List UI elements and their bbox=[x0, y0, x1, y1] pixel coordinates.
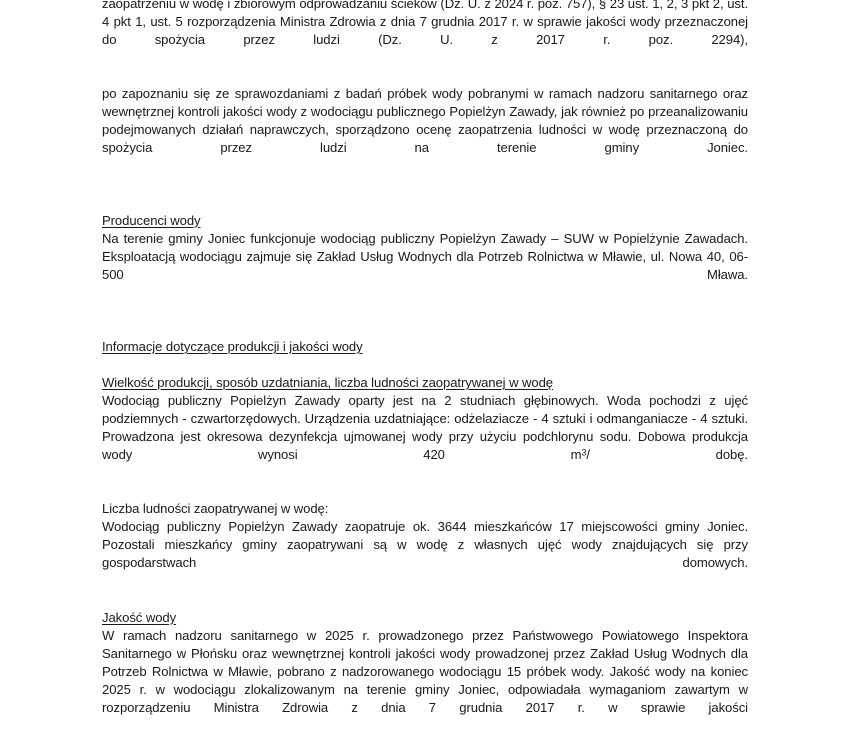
production-body-text-part2: / dobę. bbox=[586, 447, 748, 463]
paragraph-spacer bbox=[102, 591, 748, 609]
section-heading-production bbox=[102, 374, 748, 392]
cubic-metre-superscript: 3 bbox=[581, 447, 587, 458]
paragraph-assessment-intro: po zapoznaniu się ze sprawozdaniami z badań próbek wody pobranymi w ramach nadzoru sanitarnego oraz wewnętrznej kontroli jakości wody z wodociągu publicznego Popielżyn Zawady, jak również po przeanalizowaniu podejmowanych działań naprawczych, sporządzono ocenę zaopatrzenia ludności w wodę przeznaczoną do spożycia przez ludzi na terenie gminy Joniec. bbox=[102, 86, 748, 156]
paragraph-production-body bbox=[102, 392, 748, 482]
paragraph-water-quality-body: W ramach nadzoru sanitarnego w 2025 r. prowadzonego przez Państwowego Powiatowego Inspektora Sanitarnego w Płońsku oraz wewnętrznej kontroli jakości wody prowadzonej przez Zakład Usług Wodnych dla Potrzeb Rolnictwa w Mławie, pobrano z nadzorowanego wodociągu 15 próbek wody. Jakość wody na koniec 2025 r. w wodociągu zlokalizowanym na terenie gminy Joniec, odpowiadała wymaganiom zawartym w rozporządzeniu Ministra Zdrowia z dnia 7 grudnia 2017 r. w sprawie jakości bbox=[102, 627, 748, 715]
paragraph-spacer bbox=[102, 175, 748, 193]
paragraph-spacer bbox=[102, 482, 748, 500]
paragraph-spacer bbox=[102, 320, 748, 338]
paragraph-spacer bbox=[102, 67, 748, 85]
section-heading-info bbox=[102, 338, 748, 356]
production-body-text-part1: Wodociąg publiczny Popielżyn Zawady oparty jest na 2 studniach głębinowych. Woda pochodzi z ujęć podziemnych - czwartorzędowych. Urządzenia uzdatniające: odżelaziacze - 4 sztuki i odmanganiacze - 4 sztuki. Prowadzona jest okresowa dezynfekcja ujmowanej wody przy użyciu podchlorynu sodu. Dobowa produkcja wody wynosi 420 m bbox=[102, 393, 748, 463]
section-heading-info-text: Informacje dotyczące produkcji i jakości wody bbox=[102, 338, 363, 354]
paragraph-spacer bbox=[102, 302, 748, 320]
paragraph-spacer bbox=[102, 194, 748, 212]
label-population-supplied: Liczba ludności zaopatrywanej w wodę: bbox=[102, 501, 329, 517]
paragraph-producers-body: Na terenie gminy Joniec funkcjonuje wodociąg publiczny Popielżyn Zawady – SUW w Popielżynie Zawadach. Eksploatacją wodociągu zajmuje się Zakład Usług Wodnych dla Potrzeb Rolnictwa w Mławie, ul. Nowa 40, 06-500 Mława. bbox=[102, 230, 748, 282]
paragraph-population-body: Wodociąg publiczny Popielżyn Zawady zaopatruje ok. 3644 mieszkańców 17 miejscowości gminy Joniec. Pozostali mieszkańcy gminy zaopatrywani są w wodę z własnych ujęć wody znajdujących się przy gospodarstwach domowych. bbox=[102, 519, 748, 571]
paragraph-legal-basis: zaopatrzeniu w wodę i zbiorowym odprowadzaniu ścieków (Dz. U. z 2024 r. poz. 757), § 23 ust. 1, 2, 3 pkt 2, ust. 4 pkt 1, ust. 5 rozporządzenia Ministra Zdrowia z dnia 7 grudnia 2017 r. w sprawie jakości wody przeznaczonej do spożycia przez ludzi (Dz. U. z 2017 r. poz. 2294), bbox=[102, 0, 748, 48]
section-heading-water-quality-text: Jakość wody bbox=[102, 609, 177, 625]
section-heading-production-text: Wielkość produkcji, sposób uzdatniania, liczba ludności zaopatrywanej w wodę bbox=[102, 374, 553, 390]
section-heading-water-quality bbox=[102, 609, 748, 627]
document-body bbox=[102, 0, 748, 735]
paragraph-spacer bbox=[102, 356, 748, 374]
section-heading-producers-text: Producenci wody bbox=[102, 212, 201, 228]
section-heading-producers bbox=[102, 212, 748, 230]
